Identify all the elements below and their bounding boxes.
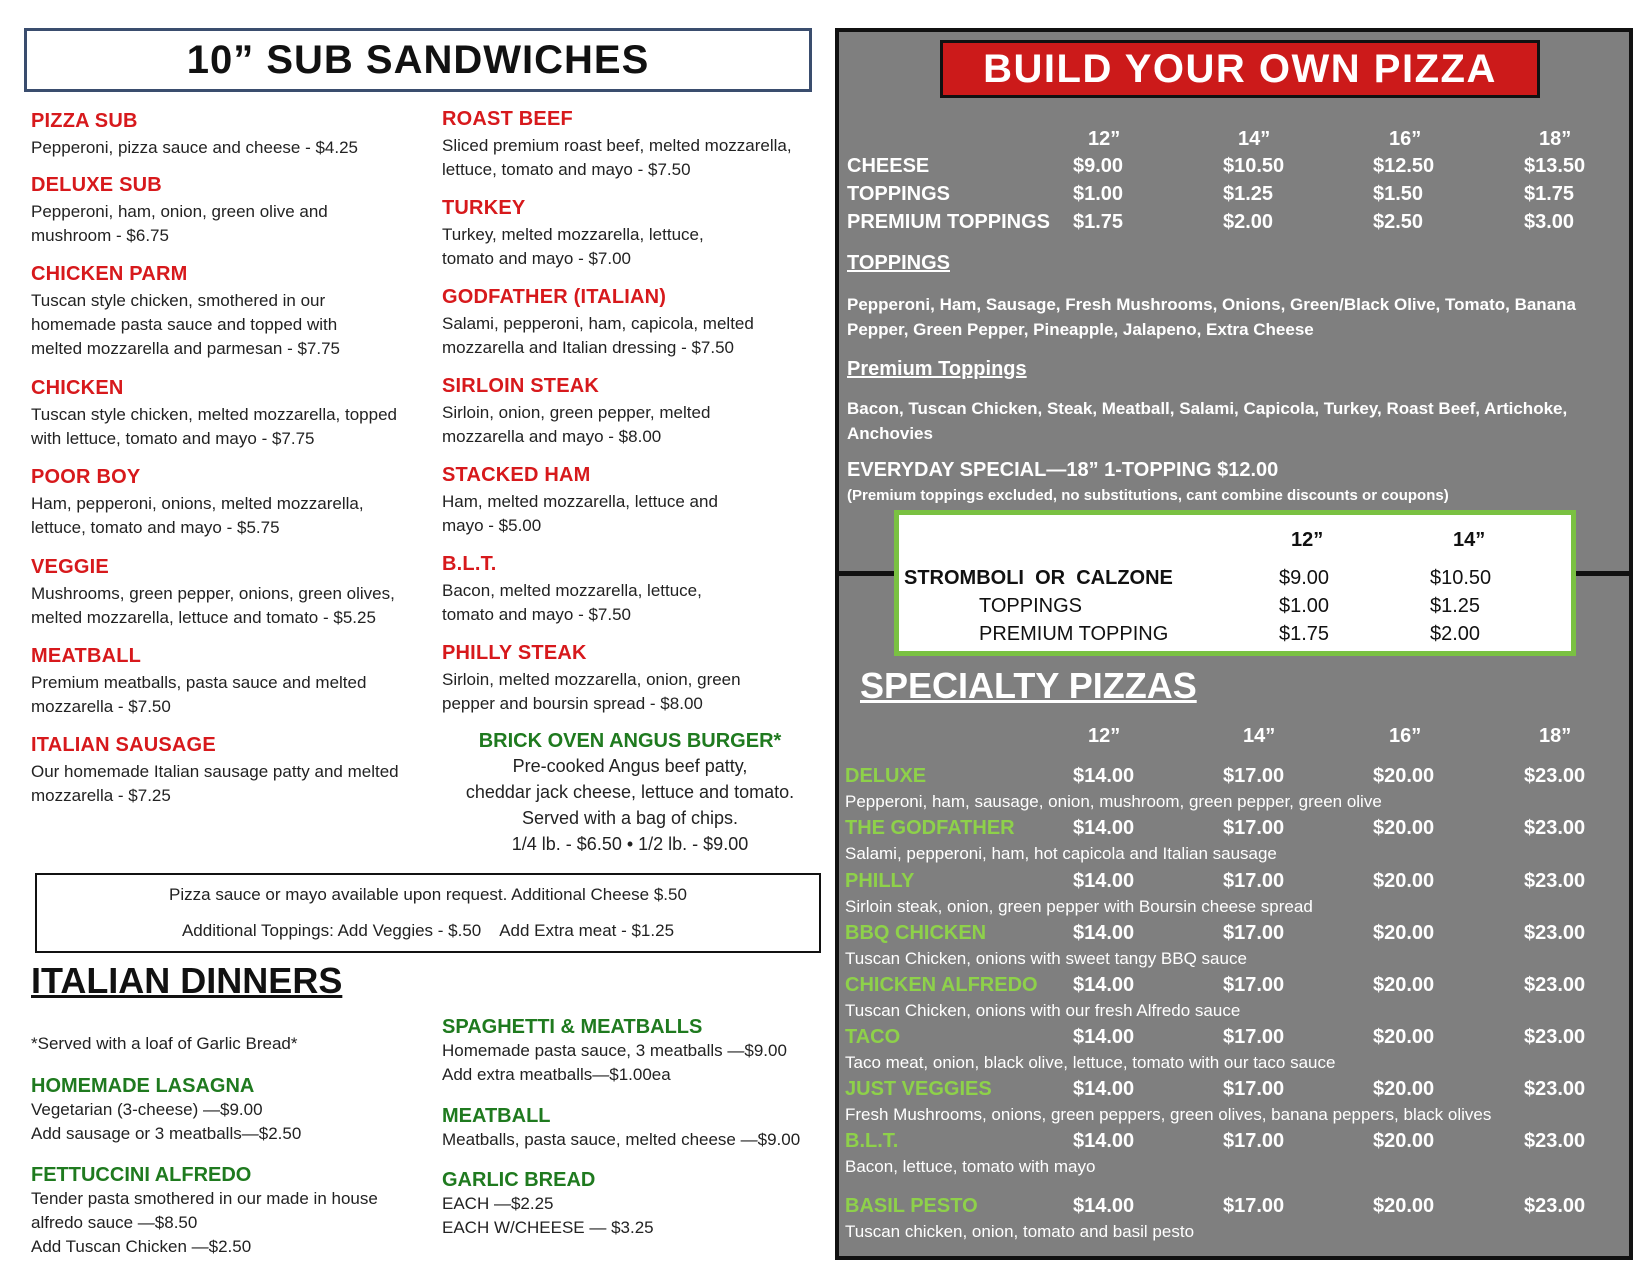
item-name: DELUXE SUB: [31, 174, 162, 196]
item-line: Add sausage or 3 meatballs—$2.50: [31, 1124, 302, 1143]
specialty-price: $23.00: [1524, 974, 1586, 996]
notice-line: Pizza sauce or mayo available upon request. Additional Cheese $.50: [169, 885, 687, 904]
specialty-price: $17.00: [1223, 1195, 1285, 1217]
item-desc: Tuscan style chicken, melted mozzarella, topped with lettuce, tomato and mayo - $7.75: [31, 405, 397, 448]
item-desc: Pepperoni, pizza sauce and cheese - $4.25: [31, 138, 359, 157]
dinner-item: [442, 1016, 837, 1087]
size-header: 12”: [1088, 128, 1121, 150]
specialty-price: $17.00: [1223, 765, 1285, 787]
specialty-price: $20.00: [1373, 922, 1435, 944]
menu-item: [31, 645, 426, 719]
specialty-price: $17.00: [1223, 922, 1285, 944]
burger-line: 1/4 lb. - $6.50 • 1/2 lb. - $9.00: [511, 834, 749, 854]
specialty-name: CHICKEN ALFREDO: [845, 974, 1038, 996]
everyday-special-note: (Premium toppings excluded, no substitutions, cant combine discounts or coupons): [847, 487, 1449, 504]
size-header: 18”: [1539, 128, 1572, 150]
size-header: 14”: [1238, 128, 1271, 150]
item-name: POOR BOY: [31, 466, 141, 488]
menu-item: [442, 553, 837, 627]
specialty-name: BASIL PESTO: [845, 1195, 978, 1217]
everyday-special: EVERYDAY SPECIAL—18” 1-TOPPING $12.00: [847, 459, 1279, 481]
byo-price: $9.00: [1073, 155, 1124, 177]
specialty-price: $14.00: [1073, 1195, 1135, 1217]
menu-item: [442, 286, 837, 360]
specialty-desc: Tuscan chicken, onion, tomato and basil pesto: [845, 1222, 1195, 1241]
calzone-price: $1.00: [1279, 595, 1330, 617]
byo-row-label: CHEESE: [847, 155, 930, 177]
byo-price: $13.50: [1524, 155, 1586, 177]
item-name: GARLIC BREAD: [442, 1169, 596, 1191]
specialty-desc: Fresh Mushrooms, onions, green peppers, green olives, banana peppers, black olives: [845, 1105, 1492, 1124]
specialty-price: $17.00: [1223, 974, 1285, 996]
dinner-item: [31, 1164, 441, 1259]
specialty-name: JUST VEGGIES: [845, 1078, 992, 1100]
byo-row-label: PREMIUM TOPPINGS: [847, 211, 1050, 233]
burger-item: [440, 730, 820, 857]
item-name: HOMEMADE LASAGNA: [31, 1075, 255, 1097]
item-desc: Salami, pepperoni, ham, capicola, melted mozzarella and Italian dressing - $7.50: [442, 314, 754, 357]
byo-title: BUILD YOUR OWN PIZZA: [983, 46, 1497, 91]
byo-price: $1.25: [1223, 183, 1274, 205]
byo-row-label: TOPPINGS: [847, 183, 950, 205]
menu-item: [31, 377, 426, 451]
specialty-price: $20.00: [1373, 765, 1435, 787]
specialty-desc: Pepperoni, ham, sausage, onion, mushroom, green pepper, green olive: [845, 792, 1382, 811]
calzone-price: $2.00: [1430, 623, 1481, 645]
notice-box: [35, 873, 821, 953]
specialty-price: $23.00: [1524, 870, 1586, 892]
specialty-price: $14.00: [1073, 1078, 1135, 1100]
specialty-price: $20.00: [1373, 974, 1435, 996]
specialty-price: $23.00: [1524, 1195, 1586, 1217]
item-desc: Pepperoni, ham, onion, green olive and mushroom - $6.75: [31, 202, 328, 245]
specialty-price: $14.00: [1073, 765, 1135, 787]
specialty-desc: Bacon, lettuce, tomato with mayo: [845, 1157, 1096, 1176]
item-desc: Mushrooms, green pepper, onions, green olives, melted mozzarella, lettuce and tomato - $5.25: [31, 584, 395, 627]
byo-price: $1.50: [1373, 183, 1424, 205]
item-line: Add extra meatballs—$1.00ea: [442, 1065, 671, 1084]
calzone-box: [894, 510, 1576, 656]
item-name: CHICKEN PARM: [31, 263, 188, 285]
calzone-price: $1.25: [1430, 595, 1481, 617]
item-name: PHILLY STEAK: [442, 642, 587, 664]
specialty-price: $17.00: [1223, 1130, 1285, 1152]
item-line: EACH —$2.25: [442, 1194, 554, 1213]
byo-price: $2.50: [1373, 211, 1424, 233]
item-desc: Sirloin, melted mozzarella, onion, green pepper and boursin spread - $8.00: [442, 670, 741, 713]
item-name: MEATBALL: [31, 645, 142, 667]
toppings-title: TOPPINGS: [847, 252, 950, 274]
size-header: 16”: [1389, 128, 1422, 150]
burger-line: Pre-cooked Angus beef patty,: [512, 756, 748, 776]
specialty-desc: Tuscan Chicken, onions with our fresh Alfredo sauce: [845, 1001, 1241, 1020]
calzone-label: TOPPINGS: [979, 595, 1082, 617]
item-desc: Ham, melted mozzarella, lettuce and mayo - $5.00: [442, 492, 718, 535]
byo-price: $12.50: [1373, 155, 1435, 177]
specialty-price: $23.00: [1524, 817, 1586, 839]
subs-title: 10” SUB SANDWICHES: [186, 37, 650, 82]
specialty-price: $14.00: [1073, 974, 1135, 996]
item-name: GODFATHER (ITALIAN): [442, 286, 667, 308]
specialty-price: $17.00: [1223, 817, 1285, 839]
specialty-desc: Sirloin steak, onion, green pepper with Boursin cheese spread: [845, 897, 1313, 916]
menu-item: [31, 734, 426, 808]
size-header: 18”: [1539, 725, 1572, 747]
specialty-name: B.L.T.: [845, 1130, 899, 1152]
byo-price: $1.75: [1524, 183, 1575, 205]
item-line: Homemade pasta sauce, 3 meatballs —$9.00: [442, 1041, 787, 1060]
item-line: Tender pasta smothered in our made in house: [31, 1189, 378, 1208]
item-name: STACKED HAM: [442, 464, 591, 486]
item-name: SPAGHETTI & MEATBALLS: [442, 1016, 703, 1038]
toppings-list: Pepperoni, Ham, Sausage, Fresh Mushrooms, Onions, Green/Black Olive, Tomato, Banana Pepper, Green Pepper, Pineapple, Jalapeno, Extra Cheese: [847, 295, 1576, 339]
byo-title-box: [940, 40, 1540, 98]
item-desc: Turkey, melted mozzarella, lettuce, tomato and mayo - $7.00: [442, 225, 704, 268]
item-desc: Tuscan style chicken, smothered in our homemade pasta sauce and topped with melted mozzarella and parmesan - $7.75: [31, 291, 340, 358]
specialty-name: TACO: [845, 1026, 901, 1048]
specialty-price: $14.00: [1073, 870, 1135, 892]
menu-item: [442, 464, 837, 538]
specialty-name: THE GODFATHER: [845, 817, 1015, 839]
burger-line: cheddar jack cheese, lettuce and tomato.: [465, 782, 795, 802]
menu-item: [442, 642, 837, 716]
menu-item: [31, 110, 426, 160]
premium-toppings-title: Premium Toppings: [847, 358, 1027, 380]
item-name: B.L.T.: [442, 553, 497, 575]
specialty-price: $14.00: [1073, 1026, 1135, 1048]
calzone-price: $1.75: [1279, 623, 1330, 645]
specialty-price: $23.00: [1524, 1026, 1586, 1048]
item-desc: Sirloin, onion, green pepper, melted mozzarella and mayo - $8.00: [442, 403, 711, 446]
premium-toppings-list: Bacon, Tuscan Chicken, Steak, Meatball, Salami, Capicola, Turkey, Roast Beef, Artichoke, Anchovies: [847, 399, 1568, 443]
specialty-price: $14.00: [1073, 922, 1135, 944]
burger-line: Served with a bag of chips.: [521, 808, 739, 828]
item-line: Meatballs, pasta sauce, melted cheese —$9.00: [442, 1130, 801, 1149]
item-desc: Sliced premium roast beef, melted mozzarella, lettuce, tomato and mayo - $7.50: [442, 136, 792, 179]
dinner-item: [31, 1075, 431, 1146]
item-name: SIRLOIN STEAK: [442, 375, 600, 397]
specialty-price: $20.00: [1373, 870, 1435, 892]
specialty-price: $20.00: [1373, 1130, 1435, 1152]
specialty-desc: Salami, pepperoni, ham, hot capicola and Italian sausage: [845, 844, 1277, 863]
dinners-title: ITALIAN DINNERS: [31, 960, 343, 1001]
specialty-price: $14.00: [1073, 817, 1135, 839]
item-line: Vegetarian (3-cheese) —$9.00: [31, 1100, 263, 1119]
byo-price: $1.75: [1073, 211, 1124, 233]
calzone-size: 12”: [1291, 529, 1324, 551]
specialty-name: PHILLY: [845, 870, 915, 892]
item-name: TURKEY: [442, 197, 526, 219]
calzone-price: $9.00: [1279, 567, 1330, 589]
item-line: alfredo sauce —$8.50: [31, 1213, 198, 1232]
item-name: ROAST BEEF: [442, 108, 573, 130]
burger-name: BRICK OVEN ANGUS BURGER*: [478, 730, 782, 752]
specialty-desc: Taco meat, onion, black olive, lettuce, tomato with our taco sauce: [845, 1053, 1336, 1072]
specialty-price: $23.00: [1524, 922, 1586, 944]
menu-item: [31, 174, 426, 248]
size-header: 14”: [1243, 725, 1276, 747]
specialty-price: $20.00: [1373, 1026, 1435, 1048]
specialty-title: SPECIALTY PIZZAS: [860, 665, 1197, 706]
byo-price: $3.00: [1524, 211, 1575, 233]
menu-item: [442, 108, 837, 182]
item-name: VEGGIE: [31, 556, 109, 578]
byo-price: $1.00: [1073, 183, 1124, 205]
byo-price: $10.50: [1223, 155, 1285, 177]
menu-item: [442, 375, 837, 449]
calzone-price: $10.50: [1430, 567, 1492, 589]
specialty-price: $20.00: [1373, 1078, 1435, 1100]
item-name: CHICKEN: [31, 377, 124, 399]
size-header: 16”: [1389, 725, 1422, 747]
specialty-desc: Tuscan Chicken, onions with sweet tangy BBQ sauce: [845, 949, 1247, 968]
menu-item: [442, 197, 837, 271]
item-name: ITALIAN SAUSAGE: [31, 734, 216, 756]
dinner-item: [442, 1105, 837, 1152]
subs-title-box: [24, 28, 812, 92]
item-line: EACH W/CHEESE — $3.25: [442, 1218, 654, 1237]
specialty-price: $17.00: [1223, 1026, 1285, 1048]
specialty-price: $23.00: [1524, 765, 1586, 787]
item-line: Add Tuscan Chicken —$2.50: [31, 1237, 252, 1256]
menu-item: [31, 263, 426, 361]
specialty-price: $20.00: [1373, 817, 1435, 839]
item-name: MEATBALL: [442, 1105, 551, 1127]
item-name: FETTUCCINI ALFREDO: [31, 1164, 252, 1186]
item-name: PIZZA SUB: [31, 110, 138, 132]
item-desc: Our homemade Italian sausage patty and melted mozzarella - $7.25: [31, 762, 399, 805]
item-desc: Premium meatballs, pasta sauce and melted mozzarella - $7.50: [31, 673, 367, 716]
item-desc: Bacon, melted mozzarella, lettuce, tomato and mayo - $7.50: [442, 581, 702, 624]
specialty-name: DELUXE: [845, 765, 927, 787]
dinner-item: [442, 1169, 837, 1240]
calzone-size: 14”: [1453, 529, 1486, 551]
menu-item: [31, 556, 426, 630]
specialty-price: $17.00: [1223, 870, 1285, 892]
specialty-price: $20.00: [1373, 1195, 1435, 1217]
calzone-label: PREMIUM TOPPING: [979, 623, 1169, 645]
size-header: 12”: [1088, 725, 1121, 747]
dinners-served-note: *Served with a loaf of Garlic Bread*: [31, 1034, 298, 1053]
specialty-price: $23.00: [1524, 1130, 1586, 1152]
specialty-price: $17.00: [1223, 1078, 1285, 1100]
menu-item: [31, 466, 426, 540]
specialty-price: $23.00: [1524, 1078, 1586, 1100]
item-desc: Ham, pepperoni, onions, melted mozzarella, lettuce, tomato and mayo - $5.75: [31, 494, 364, 537]
byo-price: $2.00: [1223, 211, 1274, 233]
specialty-price: $14.00: [1073, 1130, 1135, 1152]
calzone-label: STROMBOLI OR CALZONE: [904, 567, 1173, 589]
notice-line: Additional Toppings: Add Veggies - $.50 Add Extra meat - $1.25: [181, 921, 675, 940]
specialty-name: BBQ CHICKEN: [845, 922, 987, 944]
